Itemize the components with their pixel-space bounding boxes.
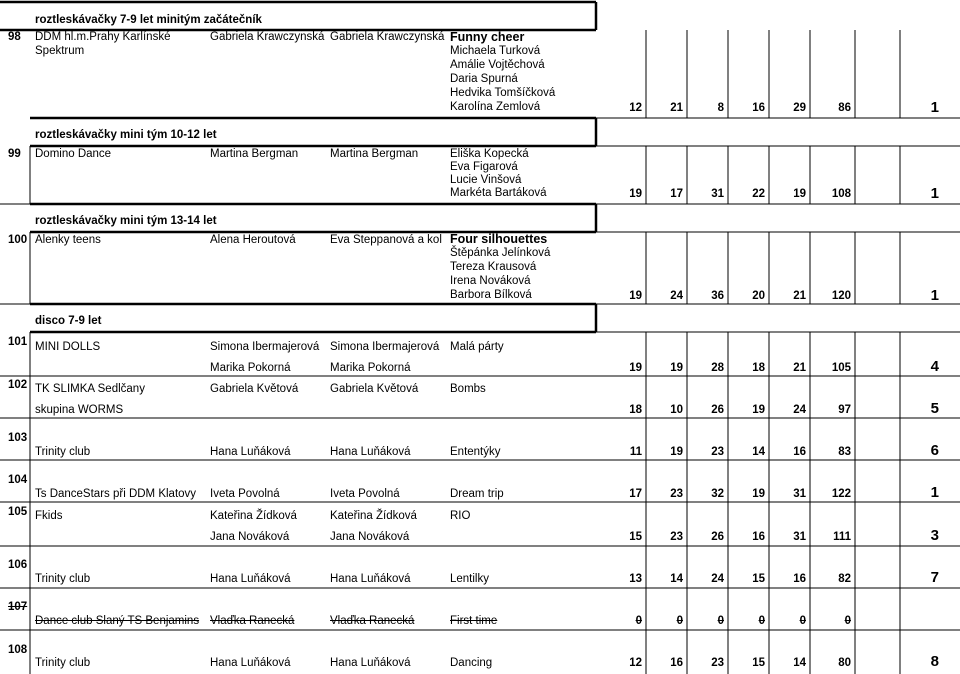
club: Ts DanceStars při DDM Klatovy <box>35 488 197 500</box>
member: Amálie Vojtěchová <box>450 59 545 71</box>
member: Lucie Vinšová <box>450 174 522 186</box>
section-title: disco 7-9 let <box>35 315 102 327</box>
score: 16 <box>752 102 765 114</box>
score: 17 <box>629 488 642 500</box>
score: 8 <box>717 102 724 114</box>
score: 14 <box>670 573 683 585</box>
club: skupina WORMS <box>35 404 124 416</box>
team-name: Dream trip <box>450 488 504 500</box>
score: 23 <box>711 446 724 458</box>
member: Markéta Bartáková <box>450 187 547 199</box>
team-name: Dancing <box>450 657 493 669</box>
club: Fkids <box>35 510 63 522</box>
score: 19 <box>670 362 683 374</box>
score: 13 <box>629 573 642 585</box>
club: TK SLIMKA Sedlčany <box>35 383 145 395</box>
section-title: roztleskávačky mini tým 10-12 let <box>35 129 217 141</box>
row-number: 108 <box>8 644 28 656</box>
score: 26 <box>711 404 724 416</box>
row-number: 100 <box>8 234 28 246</box>
score: 23 <box>711 657 724 669</box>
rank: 6 <box>930 442 939 459</box>
trainer: Vlaďka Ranecká <box>210 615 295 627</box>
member: Štěpánka Jelínková <box>450 247 551 259</box>
team-name: First time <box>450 615 498 627</box>
member: Michaela Turková <box>450 45 541 57</box>
row-number: 103 <box>8 432 28 444</box>
score: 20 <box>752 290 765 302</box>
score: 16 <box>793 573 806 585</box>
leader: Marika Pokorná <box>330 362 411 374</box>
team-name: Ententýky <box>450 446 501 458</box>
total: 120 <box>831 290 851 302</box>
leader: Hana Luňáková <box>330 573 411 585</box>
club: Trinity club <box>35 573 91 585</box>
rank: 7 <box>930 569 939 586</box>
member: Irena Nováková <box>450 275 531 287</box>
total: 80 <box>838 657 851 669</box>
score: 10 <box>670 404 683 416</box>
team-name: Funny cheer <box>450 30 525 44</box>
score: 18 <box>629 404 642 416</box>
member: Barbora Bílková <box>450 289 532 301</box>
team-name: Malá párty <box>450 341 504 353</box>
score: 0 <box>635 615 642 627</box>
leader: Kateřina Žídková <box>330 510 417 522</box>
total: 0 <box>844 615 851 627</box>
member: Eliška Kopecká <box>450 148 529 160</box>
team-name: Four silhouettes <box>450 232 548 246</box>
score: 19 <box>752 404 765 416</box>
score: 19 <box>752 488 765 500</box>
score: 24 <box>711 573 724 585</box>
score: 14 <box>793 657 806 669</box>
member: Daria Spurná <box>450 73 518 85</box>
trainer: Martina Bergman <box>210 148 299 160</box>
trainer: Alena Heroutová <box>210 234 296 246</box>
score: 31 <box>711 188 724 200</box>
leader: Hana Luňáková <box>330 446 411 458</box>
leader: Hana Luňáková <box>330 657 411 669</box>
row-number: 104 <box>8 474 28 486</box>
rank: 1 <box>930 185 939 202</box>
score: 18 <box>752 362 765 374</box>
score: 36 <box>711 290 724 302</box>
score: 19 <box>793 188 806 200</box>
score: 21 <box>670 102 683 114</box>
rank: 1 <box>930 99 939 116</box>
member: Karolína Zemlová <box>450 101 541 113</box>
club: Trinity club <box>35 657 91 669</box>
total: 111 <box>833 531 851 543</box>
score: 19 <box>629 290 642 302</box>
trainer: Hana Luňáková <box>210 573 291 585</box>
score: 16 <box>793 446 806 458</box>
score: 12 <box>629 657 642 669</box>
trainer: Gabriela Krawczynská <box>210 31 325 43</box>
score: 19 <box>629 362 642 374</box>
score: 11 <box>629 446 642 458</box>
trainer: Gabriela Květová <box>210 383 299 395</box>
score: 31 <box>793 488 806 500</box>
score: 24 <box>793 404 806 416</box>
total: 122 <box>831 488 851 500</box>
team-name: Bombs <box>450 383 486 395</box>
club: Spektrum <box>35 45 85 57</box>
score: 0 <box>717 615 724 627</box>
score: 14 <box>752 446 765 458</box>
score: 22 <box>752 188 765 200</box>
club: MINI DOLLS <box>35 341 101 353</box>
score: 0 <box>758 615 765 627</box>
row-number: 106 <box>8 559 28 571</box>
row-number: 99 <box>8 148 21 160</box>
leader: Martina Bergman <box>330 148 419 160</box>
score: 24 <box>670 290 683 302</box>
score: 17 <box>670 188 683 200</box>
leader: Simona Ibermajerová <box>330 341 440 353</box>
section-title: roztleskávačky 7-9 let minitým začátečník <box>35 14 262 26</box>
score: 31 <box>793 531 806 543</box>
trainer: Jana Nováková <box>210 531 290 543</box>
member: Tereza Krausová <box>450 261 537 273</box>
leader: Gabriela Květová <box>330 383 419 395</box>
rank: 8 <box>930 653 939 670</box>
club: Domino Dance <box>35 148 112 160</box>
leader: Gabriela Krawczynská <box>330 31 445 43</box>
score: 29 <box>793 102 806 114</box>
total: 82 <box>838 573 851 585</box>
rank: 4 <box>930 358 939 375</box>
club: Trinity club <box>35 446 91 458</box>
row-number: 98 <box>8 31 21 43</box>
rank: 1 <box>930 484 939 501</box>
score: 23 <box>670 488 683 500</box>
total: 97 <box>838 404 851 416</box>
member: Hedvika Tomšíčková <box>450 87 556 99</box>
section-title: roztleskávačky mini tým 13-14 let <box>35 215 217 227</box>
total: 105 <box>831 362 851 374</box>
leader: Iveta Povolná <box>330 488 400 500</box>
total: 86 <box>838 102 851 114</box>
club: DDM hl.m.Prahy Karlínské <box>35 31 171 43</box>
score: 15 <box>629 531 642 543</box>
score: 21 <box>793 362 806 374</box>
score: 19 <box>670 446 683 458</box>
row-number: 102 <box>8 379 28 391</box>
score: 19 <box>629 188 642 200</box>
club: Alenky teens <box>35 234 101 246</box>
trainer: Kateřina Žídková <box>210 510 297 522</box>
score: 12 <box>629 102 642 114</box>
rank: 1 <box>930 287 939 304</box>
leader: Eva Steppanová a kol <box>330 234 442 246</box>
row-number: 107 <box>8 601 28 613</box>
score: 21 <box>793 290 806 302</box>
leader: Vlaďka Ranecká <box>330 615 415 627</box>
trainer: Hana Luňáková <box>210 657 291 669</box>
row-number: 101 <box>8 336 28 348</box>
trainer: Simona Ibermajerová <box>210 341 320 353</box>
score: 15 <box>752 657 765 669</box>
score: 0 <box>676 615 683 627</box>
member: Eva Figarová <box>450 161 518 173</box>
score: 26 <box>711 531 724 543</box>
club: Dance club Slaný TS Benjamins <box>35 615 200 627</box>
score: 16 <box>752 531 765 543</box>
total: 83 <box>838 446 851 458</box>
score: 15 <box>752 573 765 585</box>
score: 32 <box>711 488 724 500</box>
total: 108 <box>831 188 851 200</box>
leader: Jana Nováková <box>330 531 410 543</box>
team-name: Lentilky <box>450 573 489 585</box>
rank: 5 <box>930 400 939 417</box>
score: 28 <box>711 362 724 374</box>
trainer: Hana Luňáková <box>210 446 291 458</box>
trainer: Marika Pokorná <box>210 362 291 374</box>
trainer: Iveta Povolná <box>210 488 280 500</box>
row-number: 105 <box>8 506 28 518</box>
score: 16 <box>670 657 683 669</box>
rank: 3 <box>930 527 939 544</box>
score: 0 <box>799 615 806 627</box>
score: 23 <box>670 531 683 543</box>
team-name: RIO <box>450 510 471 522</box>
